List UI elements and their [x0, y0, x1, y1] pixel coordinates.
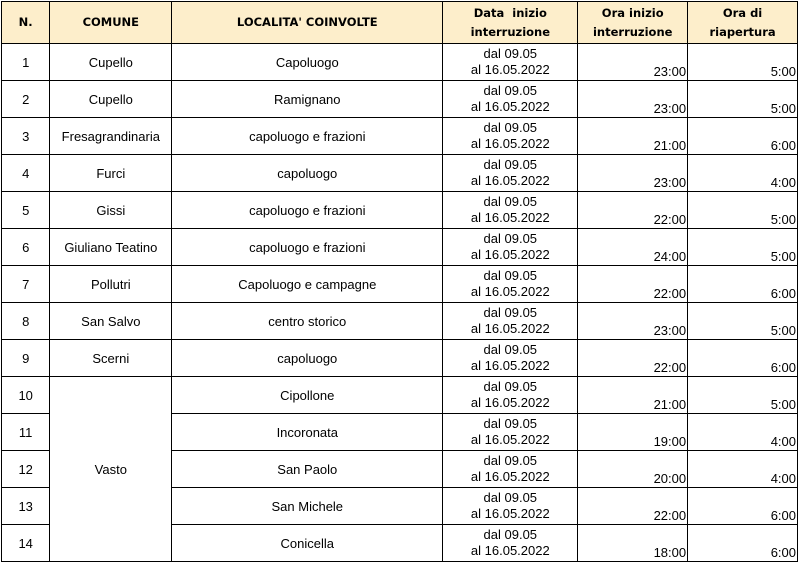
cell-localita: centro storico — [172, 303, 443, 340]
data-to: al 16.05.2022 — [470, 210, 550, 225]
cell-n: 1 — [2, 44, 50, 81]
cell-n: 8 — [2, 303, 50, 340]
header-data-line2: interruzione — [470, 24, 551, 39]
table-row — [2, 303, 798, 340]
cell-localita: Conicella — [172, 525, 443, 562]
data-to: al 16.05.2022 — [470, 99, 550, 114]
header-ora-inizio-line2: interruzione — [592, 24, 673, 39]
cell-data — [443, 81, 578, 118]
data-from: dal 09.05 — [483, 46, 538, 61]
data-to: al 16.05.2022 — [470, 173, 550, 188]
cell-ora-inizio: 19:00 — [578, 414, 688, 451]
cell-n: 12 — [2, 451, 50, 488]
cell-data — [443, 488, 578, 525]
cell-n: 14 — [2, 525, 50, 562]
header-data-line1: Data inizio — [473, 5, 547, 20]
cell-ora-riapertura: 6:00 — [688, 118, 798, 155]
cell-data — [443, 525, 578, 562]
cell-ora-riapertura: 4:00 — [688, 451, 798, 488]
cell-comune: Giuliano Teatino — [50, 229, 172, 266]
data-from: dal 09.05 — [483, 83, 538, 98]
cell-comune: Cupello — [50, 44, 172, 81]
cell-n: 2 — [2, 81, 50, 118]
cell-comune: Furci — [50, 155, 172, 192]
cell-ora-riapertura: 4:00 — [688, 155, 798, 192]
cell-localita: San Michele — [172, 488, 443, 525]
cell-n: 5 — [2, 192, 50, 229]
table-row — [2, 229, 798, 266]
cell-comune: Vasto — [50, 377, 172, 562]
data-to: al 16.05.2022 — [470, 543, 550, 558]
cell-data — [443, 451, 578, 488]
cell-ora-riapertura: 6:00 — [688, 525, 798, 562]
cell-data — [443, 340, 578, 377]
cell-ora-inizio: 18:00 — [578, 525, 688, 562]
cell-comune: Gissi — [50, 192, 172, 229]
header-comune: COMUNE — [50, 2, 172, 44]
header-ora-riapertura — [688, 2, 798, 44]
cell-localita: capoluogo — [172, 340, 443, 377]
header-data — [443, 2, 578, 44]
cell-data — [443, 303, 578, 340]
cell-ora-inizio: 22:00 — [578, 266, 688, 303]
cell-ora-inizio: 24:00 — [578, 229, 688, 266]
cell-ora-inizio: 22:00 — [578, 488, 688, 525]
cell-ora-inizio: 23:00 — [578, 44, 688, 81]
data-to: al 16.05.2022 — [470, 432, 550, 447]
cell-comune: Fresagrandinaria — [50, 118, 172, 155]
cell-ora-riapertura: 5:00 — [688, 229, 798, 266]
cell-ora-inizio: 23:00 — [578, 155, 688, 192]
data-to: al 16.05.2022 — [470, 358, 550, 373]
data-to: al 16.05.2022 — [470, 506, 550, 521]
data-from: dal 09.05 — [483, 194, 538, 209]
table-row — [2, 81, 798, 118]
cell-n: 6 — [2, 229, 50, 266]
cell-comune: Cupello — [50, 81, 172, 118]
cell-ora-riapertura: 5:00 — [688, 377, 798, 414]
table-row — [2, 377, 798, 414]
cell-localita: capoluogo e frazioni — [172, 229, 443, 266]
cell-localita: capoluogo — [172, 155, 443, 192]
data-from: dal 09.05 — [483, 527, 538, 542]
header-ora-inizio — [578, 2, 688, 44]
data-from: dal 09.05 — [483, 379, 538, 394]
data-to: al 16.05.2022 — [470, 395, 550, 410]
cell-ora-riapertura: 6:00 — [688, 340, 798, 377]
data-to: al 16.05.2022 — [470, 321, 550, 336]
cell-ora-riapertura: 5:00 — [688, 303, 798, 340]
cell-localita: Capoluogo e campagne — [172, 266, 443, 303]
cell-n: 3 — [2, 118, 50, 155]
cell-data — [443, 377, 578, 414]
cell-ora-riapertura: 5:00 — [688, 44, 798, 81]
data-from: dal 09.05 — [483, 305, 538, 320]
table-row — [2, 340, 798, 377]
data-from: dal 09.05 — [483, 416, 538, 431]
cell-comune: Scerni — [50, 340, 172, 377]
data-from: dal 09.05 — [483, 157, 538, 172]
header-localita: LOCALITA' COINVOLTE — [172, 2, 443, 44]
data-from: dal 09.05 — [483, 268, 538, 283]
data-to: al 16.05.2022 — [470, 247, 550, 262]
cell-n: 11 — [2, 414, 50, 451]
cell-ora-riapertura: 6:00 — [688, 488, 798, 525]
cell-ora-riapertura: 5:00 — [688, 81, 798, 118]
cell-localita: Cipollone — [172, 377, 443, 414]
data-from: dal 09.05 — [483, 342, 538, 357]
cell-ora-inizio: 21:00 — [578, 377, 688, 414]
data-from: dal 09.05 — [483, 120, 538, 135]
cell-n: 7 — [2, 266, 50, 303]
data-to: al 16.05.2022 — [470, 136, 550, 151]
cell-comune: San Salvo — [50, 303, 172, 340]
table-row — [2, 266, 798, 303]
cell-localita: San Paolo — [172, 451, 443, 488]
data-from: dal 09.05 — [483, 231, 538, 246]
data-to: al 16.05.2022 — [470, 469, 550, 484]
cell-localita: Ramignano — [172, 81, 443, 118]
cell-localita: capoluogo e frazioni — [172, 192, 443, 229]
cell-localita: Incoronata — [172, 414, 443, 451]
cell-data — [443, 44, 578, 81]
cell-ora-riapertura: 6:00 — [688, 266, 798, 303]
cell-data — [443, 192, 578, 229]
table-row — [2, 155, 798, 192]
cell-ora-riapertura: 5:00 — [688, 192, 798, 229]
cell-n: 10 — [2, 377, 50, 414]
cell-data — [443, 229, 578, 266]
header-n: N. — [2, 2, 50, 44]
cell-ora-inizio: 21:00 — [578, 118, 688, 155]
cell-ora-riapertura: 4:00 — [688, 414, 798, 451]
table-row — [2, 192, 798, 229]
data-from: dal 09.05 — [483, 490, 538, 505]
cell-ora-inizio: 23:00 — [578, 303, 688, 340]
cell-ora-inizio: 22:00 — [578, 340, 688, 377]
header-ora-inizio-line1: Ora inizio — [601, 5, 664, 20]
cell-data — [443, 155, 578, 192]
cell-n: 4 — [2, 155, 50, 192]
cell-localita: Capoluogo — [172, 44, 443, 81]
cell-data — [443, 118, 578, 155]
cell-ora-inizio: 23:00 — [578, 81, 688, 118]
cell-n: 13 — [2, 488, 50, 525]
header-ora-riapertura-line1: Ora di — [722, 5, 763, 20]
cell-ora-inizio: 20:00 — [578, 451, 688, 488]
table-row — [2, 44, 798, 81]
cell-localita: capoluogo e frazioni — [172, 118, 443, 155]
table-row — [2, 118, 798, 155]
cell-ora-inizio: 22:00 — [578, 192, 688, 229]
interruptions-table — [1, 1, 798, 562]
data-to: al 16.05.2022 — [470, 62, 550, 77]
cell-data — [443, 266, 578, 303]
cell-comune: Pollutri — [50, 266, 172, 303]
cell-n: 9 — [2, 340, 50, 377]
data-from: dal 09.05 — [483, 453, 538, 468]
header-ora-riapertura-line2: riapertura — [709, 24, 776, 39]
cell-data — [443, 414, 578, 451]
data-to: al 16.05.2022 — [470, 284, 550, 299]
header-row — [2, 2, 798, 44]
